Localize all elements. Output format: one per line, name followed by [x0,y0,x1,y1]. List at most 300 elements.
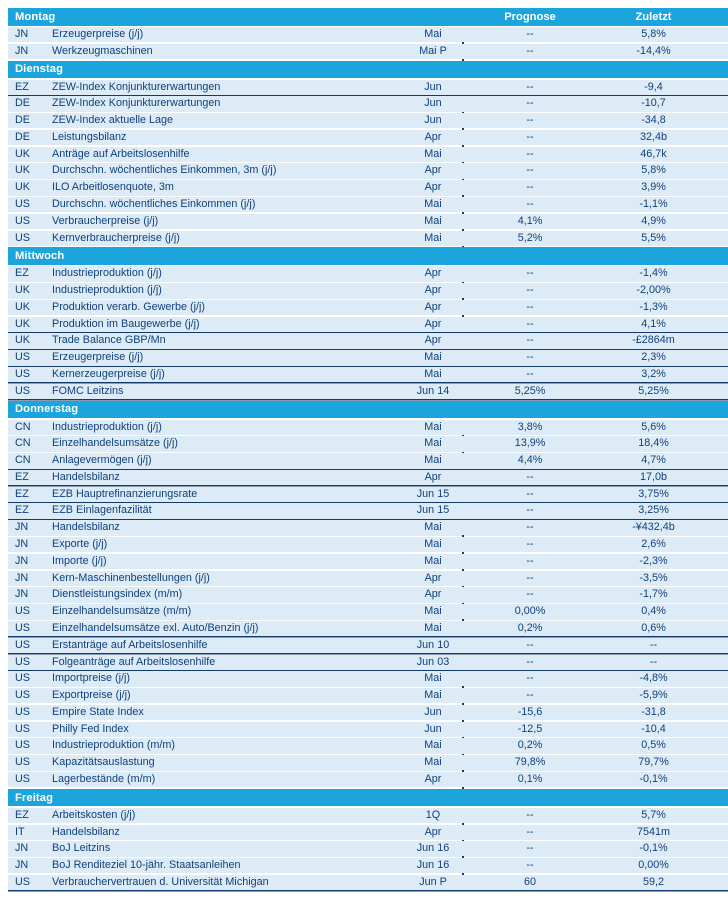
indicator-name: Industrieproduktion (j/j) [52,420,162,433]
indicator-name: Arbeitskosten (j/j) [52,808,136,821]
release-date: Jun 14 [416,384,450,397]
country-code: JN [15,588,29,601]
country-code: CN [15,437,31,450]
country-code: DE [15,114,30,127]
indicator-name: Empire State Index [52,705,144,718]
country-code: EZ [15,487,29,500]
country-code: EZ [15,470,29,483]
calendar-row [8,587,728,602]
calendar-row [8,283,728,298]
last-value: 2,6% [641,538,666,551]
indicator-name: Kern-Maschinenbestellungen (j/j) [52,571,210,584]
indicator-name: FOMC Leitzins [52,384,124,397]
forecast-value: 4,4% [517,454,543,467]
release-date: Mai [424,351,442,364]
calendar-row [8,96,728,111]
forecast-value: -- [526,808,534,821]
country-code: UK [15,164,30,177]
calendar-row [8,671,728,686]
calendar-row [8,113,728,128]
day-rows [8,808,728,891]
last-value: -0,1% [639,772,668,785]
country-code: US [15,689,30,702]
country-code: US [15,231,30,244]
release-date: Mai [424,147,442,160]
last-value: -34,8 [641,114,666,127]
country-code: US [15,756,30,769]
calendar-row [8,350,728,365]
last-value: -- [649,638,658,651]
release-date: Apr [424,772,442,785]
forecast-value: -15,6 [517,705,543,718]
forecast-value: -- [526,487,534,500]
country-code: US [15,198,30,210]
calendar-row [8,655,728,670]
forecast-value: -- [526,859,534,872]
last-value: -2,3% [639,554,668,567]
release-date: Jun [424,80,442,93]
forecast-value: -- [526,284,534,297]
country-code: US [15,384,30,397]
forecast-value: 0,1% [517,772,543,785]
last-value: -10,7 [641,97,666,110]
release-date: Apr [424,334,442,347]
last-value: 2,3% [641,351,666,364]
day-label: Dienstag [15,63,64,76]
day-rows [8,266,728,399]
last-value: 5,5% [641,231,666,244]
country-code: JN [15,538,29,551]
forecast-value: 0,2% [517,621,543,634]
forecast-value: -- [526,672,534,685]
calendar-row [8,554,728,569]
indicator-name: Exportpreise (j/j) [52,689,131,702]
country-code: DE [15,97,30,110]
last-value: 3,75% [638,487,669,500]
forecast-value: -- [526,538,534,551]
indicator-name: Erstanträge auf Arbeitslosenhilfe [52,638,208,651]
country-code: US [15,655,30,668]
calendar-row [8,470,728,485]
release-date: Jun 16 [416,842,450,855]
calendar-row [8,80,728,95]
forecast-value: 4,1% [517,214,543,227]
calendar-row [8,147,728,162]
country-code: US [15,672,30,685]
forecast-value: -- [526,638,534,651]
forecast-value: -- [526,554,534,567]
release-date: Mai [424,756,442,769]
calendar-row [8,808,728,823]
country-code: UK [15,317,30,330]
indicator-name: Verbraucherpreise (j/j) [52,214,159,227]
forecast-value: -- [526,521,534,534]
calendar-row [8,333,728,348]
last-value: -10,4 [641,722,666,735]
last-value: 5,7% [641,808,666,821]
country-code: JN [15,554,29,567]
day-header [8,8,728,26]
last-value: 5,6% [641,420,666,433]
release-date: Mai [424,521,442,534]
indicator-name: EZB Hauptrefinanzierungsrate [52,487,198,500]
forecast-value: -12,5 [517,722,543,735]
day-header [8,401,728,419]
country-code: EZ [15,80,29,93]
economic-calendar-table [8,8,728,892]
country-code: US [15,605,30,618]
release-date: Apr [424,300,442,313]
last-value: 3,25% [638,504,669,517]
indicator-name: Philly Fed Index [52,722,129,735]
indicator-name: Anträge auf Arbeitslosenhilfe [52,147,190,160]
release-date: Mai [424,198,442,210]
release-date: Mai [424,231,442,244]
country-code: EZ [15,267,29,280]
last-value: 0,5% [641,739,666,752]
forecast-value: 5,25% [514,384,546,397]
release-date: Jun 16 [416,859,450,872]
calendar-row [8,214,728,229]
last-value: 59,2 [642,875,664,888]
indicator-name: Einzelhandelsumsätze exl. Auto/Benzin (j/j) [52,621,259,634]
country-code: US [15,875,30,888]
release-date: Mai [424,454,442,467]
forecast-value: 79,8% [514,756,546,769]
forecast-value: 5,2% [517,231,543,244]
calendar-row [8,755,728,770]
last-value: -9,4 [644,80,663,93]
indicator-name: Anlagevermögen (j/j) [52,454,152,467]
last-value: 17,0b [639,470,668,483]
release-date: Mai [424,368,442,381]
calendar-row [8,875,728,890]
country-code: US [15,214,30,227]
calendar-row [8,317,728,332]
country-code: EZ [15,808,29,821]
calendar-row [8,604,728,619]
calendar-row [8,197,728,212]
forecast-value: 0,00% [514,605,546,618]
last-value: 7541m [636,825,670,838]
country-code: UK [15,147,30,160]
day-header [8,247,728,265]
last-value: 0,4% [641,605,666,618]
calendar-row [8,384,728,399]
release-date: Apr [424,571,442,584]
calendar-row [8,367,728,382]
indicator-name: EZB Einlagenfazilität [52,504,152,517]
last-value: -¥432,4b [632,521,675,534]
indicator-name: BoJ Leitzins [52,842,111,855]
indicator-name: Handelsbilanz [52,470,120,483]
forecast-value: -- [526,317,534,330]
indicator-name: Durchschn. wöchentliches Einkommen, 3m (j/j) [52,164,277,177]
release-date: Jun 15 [416,487,450,500]
last-value: 4,9% [641,214,666,227]
indicator-name: Folgeanträge auf Arbeitslosenhilfe [52,655,216,668]
last-value: 18,4% [638,437,669,450]
last-value: 5,8% [641,164,666,177]
release-date: Mai [424,554,442,567]
indicator-name: ZEW-Index Konjunkturerwartungen [52,80,221,93]
calendar-row [8,537,728,552]
release-date: Jun [424,97,442,110]
day-rows [8,420,728,788]
country-code: US [15,739,30,752]
forecast-value: 0,2% [517,739,543,752]
forecast-value: -- [526,164,534,177]
forecast-value: -- [526,588,534,601]
country-code: JN [15,44,29,57]
calendar-row [8,841,728,856]
indicator-name: Werkzeugmaschinen [52,44,153,57]
last-value: -0,1% [639,842,668,855]
column-header-zuletzt: Zuletzt [635,10,672,23]
country-code: US [15,368,30,381]
forecast-value: 60 [523,875,536,888]
indicator-name: Produktion im Baugewerbe (j/j) [52,317,200,330]
release-date: Apr [424,317,442,330]
calendar-row [8,420,728,435]
last-value: -3,5% [639,571,668,584]
calendar-row [8,772,728,787]
last-value: -£2864m [632,334,675,347]
last-value: -1,3% [639,300,668,313]
release-date: Jun [424,705,442,718]
indicator-name: Industrieproduktion (j/j) [52,267,162,280]
release-date: Apr [424,181,442,194]
country-code: JN [15,571,29,584]
day-section-dienstag [8,61,728,246]
forecast-value: -- [526,825,534,838]
forecast-value: -- [526,470,534,483]
release-date: Mai [424,605,442,618]
calendar-row [8,231,728,246]
indicator-name: Importpreise (j/j) [52,672,130,685]
last-value: -1,7% [639,588,668,601]
calendar-row [8,453,728,468]
release-date: Jun [424,114,442,127]
last-value: 0,00% [638,859,669,872]
indicator-name: Erzeugerpreise (j/j) [52,27,144,40]
country-code: DE [15,130,30,143]
last-value: 4,1% [641,317,666,330]
indicator-name: Einzelhandelsumsätze (j/j) [52,437,179,450]
release-date: Mai P [419,44,447,57]
country-code: US [15,351,30,364]
forecast-value: -- [526,842,534,855]
calendar-row [8,571,728,586]
release-date: Apr [424,825,442,838]
country-code: CN [15,454,31,467]
forecast-value: -- [526,97,534,110]
day-label: Montag [15,10,56,23]
calendar-row [8,503,728,518]
forecast-value: -- [526,655,534,668]
indicator-name: Lagerbestände (m/m) [52,772,156,785]
indicator-name: Verbrauchervertrauen d. Universität Michigan [52,875,269,888]
indicator-name: Durchschn. wöchentliches Einkommen (j/j) [52,198,256,210]
forecast-value: -- [526,181,534,194]
forecast-value: -- [526,504,534,517]
indicator-name: Kernerzeugerpreise (j/j) [52,368,165,381]
calendar-row [8,436,728,451]
day-rows [8,80,728,246]
country-code: JN [15,842,29,855]
day-label: Donnerstag [15,403,79,416]
calendar-row [8,621,728,636]
indicator-name: Dienstleistungsindex (m/m) [52,588,183,601]
release-date: Mai [424,437,442,450]
indicator-name: BoJ Renditeziel 10-jähr. Staatsanleihen [52,859,241,872]
forecast-value: -- [526,571,534,584]
calendar-row [8,44,728,59]
indicator-name: ILO Arbeitlosenquote, 3m [52,181,174,194]
last-value: -31,8 [641,705,666,718]
forecast-value: -- [526,130,534,143]
calendar-row [8,163,728,178]
calendar-row [8,738,728,753]
last-value: -4,8% [639,672,668,685]
release-date: Apr [424,284,442,297]
calendar-row [8,487,728,502]
country-code: US [15,705,30,718]
release-date: Mai [424,621,442,634]
release-date: Apr [424,470,442,483]
indicator-name: Handelsbilanz [52,825,120,838]
country-code: UK [15,334,30,347]
last-value: 46,7k [640,147,667,160]
day-rows [8,27,728,59]
release-date: Apr [424,164,442,177]
forecast-value: -- [526,368,534,381]
forecast-value: -- [526,44,534,57]
calendar-row [8,688,728,703]
indicator-name: Einzelhandelsumsätze (m/m) [52,605,192,618]
country-code: JN [15,521,29,534]
indicator-name: Kapazitätsauslastung [52,756,155,769]
country-code: CN [15,420,31,433]
forecast-value: -- [526,198,534,210]
calendar-row [8,266,728,281]
indicator-name: Trade Balance GBP/Mn [52,334,166,347]
day-label: Mittwoch [15,250,65,263]
indicator-name: Kernverbraucherpreise (j/j) [52,231,180,244]
last-value: -2,00% [636,284,671,297]
indicator-name: ZEW-Index aktuelle Lage [52,114,174,127]
indicator-name: Importe (j/j) [52,554,107,567]
last-value: -1,1% [639,198,668,210]
last-value: -5,9% [639,689,668,702]
release-date: Jun 10 [416,638,450,651]
forecast-value: 13,9% [514,437,546,450]
country-code: UK [15,181,30,194]
day-section-mittwoch [8,247,728,399]
country-code: US [15,772,30,785]
country-code: UK [15,284,30,297]
day-header [8,789,728,807]
release-date: Mai [424,689,442,702]
release-date: Mai [424,538,442,551]
calendar-row [8,858,728,873]
release-date: Mai [424,214,442,227]
forecast-value: -- [526,334,534,347]
forecast-value: -- [526,689,534,702]
last-value: 3,9% [641,181,666,194]
day-section-donnerstag [8,401,728,788]
last-value: 5,25% [638,384,669,397]
forecast-value: -- [526,27,534,40]
last-value: 32,4b [639,130,668,143]
last-value: 0,6% [641,621,666,634]
day-section-montag [8,8,728,59]
calendar-row [8,180,728,195]
last-value: 4,7% [641,454,666,467]
forecast-value: -- [526,300,534,313]
country-code: IT [15,825,25,838]
forecast-value: -- [526,147,534,160]
calendar-row [8,638,728,653]
forecast-value: -- [526,267,534,280]
indicator-name: Industrieproduktion (m/m) [52,739,176,752]
calendar-row [8,130,728,145]
indicator-name: Handelsbilanz [52,521,120,534]
country-code: US [15,638,30,651]
day-label: Freitag [15,791,53,804]
last-value: 5,8% [641,27,666,40]
country-code: US [15,621,30,634]
calendar-row [8,27,728,42]
indicator-name: Produktion verarb. Gewerbe (j/j) [52,300,206,313]
last-value: -- [649,655,658,668]
indicator-name: Exporte (j/j) [52,538,108,551]
indicator-name: Industrieproduktion (j/j) [52,284,162,297]
day-section-freitag [8,789,728,891]
country-code: US [15,722,30,735]
country-code: EZ [15,504,29,517]
forecast-value: -- [526,351,534,364]
release-date: Apr [424,267,442,280]
calendar-row [8,520,728,535]
indicator-name: Erzeugerpreise (j/j) [52,351,144,364]
release-date: Mai [424,420,442,433]
indicator-name: Leistungsbilanz [52,130,127,143]
calendar-row [8,705,728,720]
release-date: Jun 03 [416,655,450,668]
release-date: Mai [424,672,442,685]
forecast-value: -- [526,80,534,93]
country-code: UK [15,300,30,313]
column-header-prognose: Prognose [504,10,556,23]
forecast-value: 3,8% [517,420,543,433]
indicator-name: ZEW-Index Konjunkturerwartungen [52,97,221,110]
release-date: Jun [424,722,442,735]
forecast-value: -- [526,114,534,127]
release-date: Mai [424,739,442,752]
release-date: Mai [424,27,442,40]
calendar-row [8,300,728,315]
calendar-row [8,825,728,840]
last-value: 79,7% [638,756,669,769]
calendar-row [8,722,728,737]
last-value: -14,4% [636,44,671,57]
country-code: JN [15,27,29,40]
last-value: -1,4% [639,267,668,280]
release-date: Apr [424,588,442,601]
release-date: Jun 15 [416,504,450,517]
country-code: JN [15,859,29,872]
